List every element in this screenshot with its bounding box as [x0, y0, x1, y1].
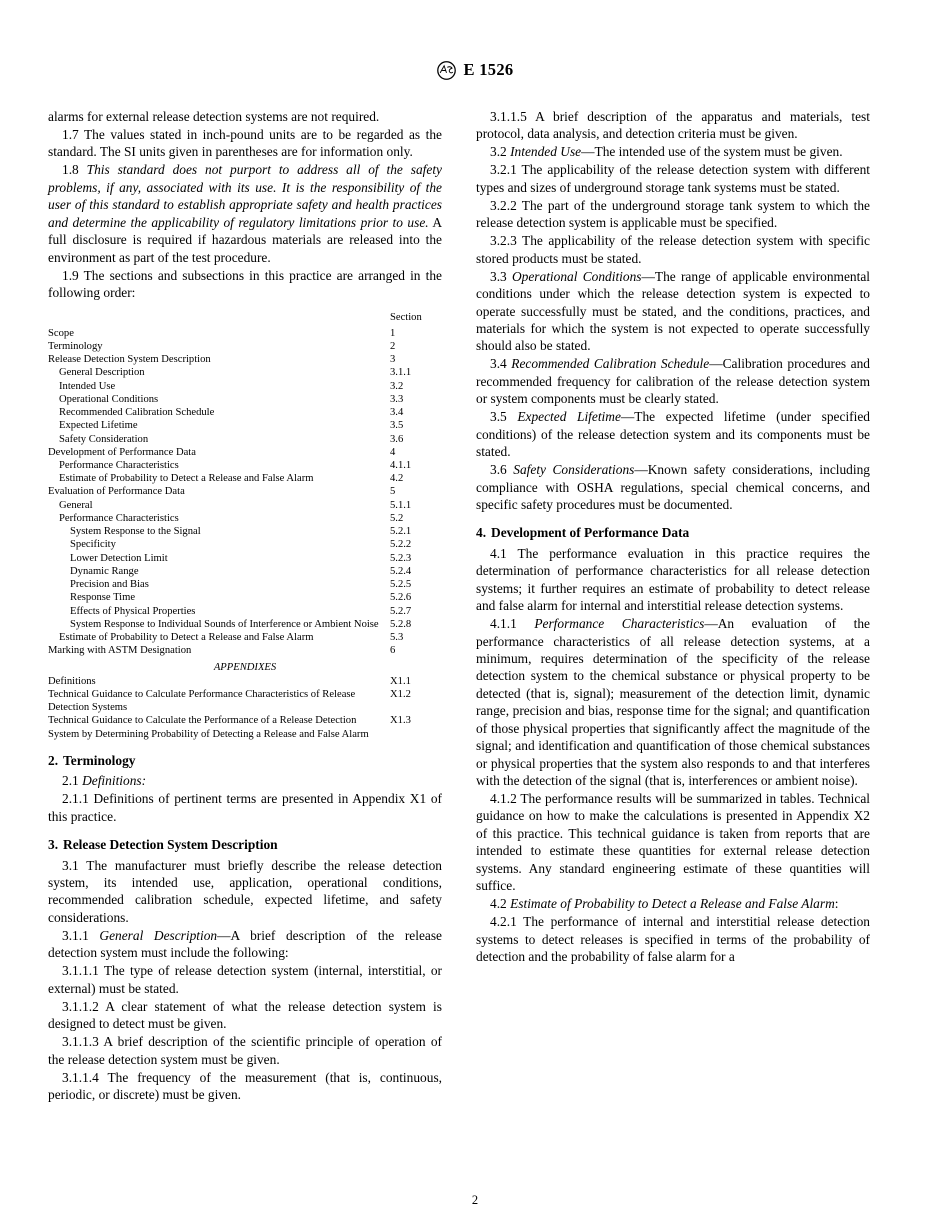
toc-item-number: 3.4 [390, 407, 404, 419]
toc-row [48, 714, 442, 740]
paragraph-2-1 [48, 772, 442, 789]
paragraph-3-3-rest: —The range of applicable environmental conditions under which the release detection system is expected to operate successfully must be stated, and the conditions, practices, and materials for which the system is not expected to operate successfully should also be stated. [476, 268, 870, 354]
toc-row [48, 512, 442, 525]
toc-item-number: 5.2.5 [390, 579, 412, 591]
paragraph-3-4 [476, 355, 870, 407]
paragraph-3-1-1-3: 3.1.1.3 A brief description of the scientific principle of operation of the release detection system must be given. [48, 1034, 442, 1067]
toc-item-number: X1.3 [390, 715, 411, 727]
toc-header-section: Section [390, 312, 422, 324]
section-4-title: Development of Performance Data [491, 525, 690, 541]
paragraph-4-1-1-rest: —An evaluation of the performance characteristics of all release detection systems, at a minimum, requires determination of the specificity of the release detection system to the chemical substance or physical property to be detected (that is, signal); measurement of the detection limit, dynamic range, precision and bias, response time for the signal; and quantification of those physical properties that significantly affect the magnitude of the signal; and identification and quantification of those chemical substances or physical properties that the system also responds to and that interferes with the detection of the signal (that is, interferences or ambient noise). [476, 616, 870, 788]
toc-row [48, 538, 442, 551]
toc-item-number: X1.2 [390, 688, 411, 700]
toc-item-label: General [59, 499, 93, 511]
toc-row [48, 353, 442, 366]
paragraph-1-8-rest: A full disclosure is required if hazardous materials are released into the environment as part of the test procedure. [48, 214, 443, 265]
paragraph-3-4-number: 3.4 [490, 356, 512, 372]
toc-row [48, 459, 442, 472]
toc-item-label: Effects of Physical Properties [70, 605, 196, 617]
toc-item-number: 6 [390, 645, 396, 657]
paragraph-continuation: alarms for external release detection systems are not required. [48, 109, 380, 124]
toc-row [48, 433, 442, 446]
toc-item-label: Estimate of Probability to Detect a Release and False Alarm [59, 473, 314, 485]
paragraph-2-1-number: 2.1 [62, 773, 83, 789]
toc-item-label: Specificity [70, 539, 116, 551]
toc-item-label: Technical Guidance to Calculate the Performance of a Release Detection System by Determining Probability of Detecting a Release and False Alarm [48, 715, 369, 740]
toc-row [48, 499, 442, 512]
toc-item-label: Estimate of Probability to Detect a Release and False Alarm [59, 632, 314, 644]
paragraph-3-2-1: 3.2.1 The applicability of the release detection system with different types and sizes of underground storage tank systems must be stated. [476, 162, 870, 195]
toc-header-blank [48, 311, 390, 326]
paragraph-4-2-1: 4.2.1 The performance of internal and interstitial release detection systems to detect releases is specified in terms of the probability of detection and the probability of false alarm for a [476, 914, 870, 964]
toc-item-number: 4.2 [390, 473, 404, 485]
toc-item-label: Precision and Bias [70, 579, 149, 591]
toc-row [48, 472, 442, 485]
toc-row [48, 644, 442, 657]
paragraph-4-2-number: 4.2 [490, 896, 511, 912]
toc-item-number: 5.2.7 [390, 605, 412, 617]
paragraph-1-8-italic: This standard does not purport to address all of the safety problems, if any, associated with its use. It is the responsibility of the user of this standard to establish appropriate safety and health practices and determine the applicability of regulatory limitations prior to use. [48, 162, 442, 230]
toc-item-label: Dynamic Range [70, 565, 139, 577]
toc-row [48, 393, 442, 406]
toc-item-number: 5.2.3 [390, 552, 412, 564]
toc-item-number: 3.5 [390, 420, 404, 432]
toc-item-number: 5.2.6 [390, 592, 412, 604]
page-number: 2 [471, 1193, 479, 1207]
toc-row [48, 419, 442, 432]
toc-item-label: Recommended Calibration Schedule [59, 407, 215, 419]
toc-item-number: 5.2 [390, 512, 404, 524]
paragraph-3-1-1-1: 3.1.1.1 The type of release detection system (internal, interstitial, or external) must be stated. [48, 963, 442, 996]
paragraph-3-3-italic: Operational Conditions [512, 268, 642, 284]
toc-appendixes-header: APPENDIXES [213, 661, 277, 673]
toc-item-number: 5.2.2 [390, 539, 412, 551]
paragraph-3-2-2: 3.2.2 The part of the underground storage tank system to which the release detection system is applicable must be specified. [476, 197, 870, 231]
toc-item-label: Evaluation of Performance Data [48, 486, 185, 498]
paragraph-2-1-italic: Definitions: [82, 773, 147, 789]
toc-item-number: 5.1.1 [390, 499, 412, 511]
paragraph-4-1-1-italic: Performance Characteristics [534, 616, 705, 632]
toc-item-label: Performance Characteristics [59, 512, 179, 524]
toc-item-number: 3.3 [390, 393, 404, 405]
paragraph-3-5-rest: —The expected lifetime (under specified conditions) of the release detection system and its components must be stated. [476, 409, 870, 460]
document-designation: E 1526 [463, 60, 514, 79]
paragraph-3-2-number: 3.2 [490, 144, 511, 160]
toc-item-label: Intended Use [59, 380, 116, 392]
toc-item-label: Operational Conditions [59, 393, 159, 405]
paragraph-3-6-italic: Safety Considerations [513, 462, 635, 478]
toc-item-label: General Description [59, 367, 145, 379]
paragraph-3-5 [476, 408, 870, 460]
page-header [48, 60, 902, 86]
paragraph-3-4-italic: Recommended Calibration Schedule [511, 356, 710, 372]
toc-item-label: Marking with ASTM Designation [48, 645, 192, 657]
toc-item-label: Definitions [48, 675, 96, 687]
paragraph-3-1: 3.1 The manufacturer must briefly describe the release detection system, its intended use, application, operational conditions, recommended calibration schedule, expected lifetime, and safety considerations. [48, 857, 442, 925]
toc-row [48, 380, 442, 393]
paragraph-3-1-1-rest: —A brief description of the release detection system must include the following: [48, 927, 442, 961]
toc-item-label: Development of Performance Data [48, 446, 196, 458]
paragraph-3-1-1-number: 3.1.1 [62, 927, 100, 943]
paragraph-3-2-3: 3.2.3 The applicability of the release detection system with specific stored products must be stated. [476, 233, 870, 266]
toc-row [48, 675, 442, 688]
toc-item-label: Safety Consideration [59, 433, 149, 445]
toc-item-number: 5 [390, 486, 396, 498]
toc-item-label: Terminology [48, 340, 103, 352]
toc-item-label: Performance Characteristics [59, 460, 179, 471]
toc-item-number: 3.2 [390, 380, 404, 392]
paragraph-1-8-number: 1.8 [62, 162, 87, 178]
paragraph-3-2-italic: Intended Use [510, 144, 582, 160]
toc-item-number: 2 [390, 340, 396, 352]
paragraph-4-2 [476, 895, 870, 912]
toc-row [48, 565, 442, 578]
paragraph-3-2 [476, 143, 870, 160]
toc-item-number: 3.6 [390, 433, 404, 445]
toc-item-number: 5.2.8 [390, 618, 412, 630]
toc-row [48, 446, 442, 459]
section-3-title: Release Detection System Description [63, 837, 278, 853]
section-heading-4 [476, 524, 870, 541]
astm-logo-icon [437, 61, 456, 80]
toc-row [48, 366, 442, 379]
section-2-number: 2. [48, 752, 59, 768]
paragraph-3-6-rest: —Known safety considerations, including compliance with OSHA regulations, special chemical concerns, and specific safety procedures must be documented. [476, 462, 870, 513]
toc-item-label: Expected Lifetime [59, 420, 138, 432]
toc-row [48, 552, 442, 565]
toc-item-number: 5.3 [390, 632, 404, 644]
paragraph-4-1-1-number: 4.1.1 [490, 616, 535, 632]
paragraph-3-4-rest: —Calibration procedures and recommended frequency for calibration of the release detection system or system components must be clearly stated. [476, 356, 870, 407]
paragraph-3-5-number: 3.5 [490, 409, 518, 425]
paragraph-4-1: 4.1 The performance evaluation in this practice requires the determination of performance characteristics for all release detection systems; it further requires an estimate of probability to detect release and false alarm for internal and interstitial release detection systems. [476, 545, 870, 614]
right-column [476, 108, 870, 966]
paragraph-1-8 [48, 161, 442, 266]
paragraph-2-1-1: 2.1.1 Definitions of pertinent terms are presented in Appendix X1 of this practice. [48, 791, 442, 824]
toc-row [48, 327, 442, 340]
toc-item-number: 1 [390, 327, 396, 339]
section-3-number: 3. [48, 837, 59, 853]
toc-item-number: 3.1.1 [390, 367, 412, 379]
toc-row [48, 631, 442, 644]
paragraph-3-5-italic: Expected Lifetime [517, 409, 621, 425]
toc-item-number: 5.2.4 [390, 565, 412, 577]
paragraph-3-1-1-2: 3.1.1.2 A clear statement of what the release detection system is designed to detect must be given. [48, 998, 442, 1032]
section-4-number: 4. [476, 525, 487, 541]
left-column [48, 108, 442, 1104]
paragraph-4-1-1 [476, 615, 870, 789]
toc-item-label: Release Detection System Description [48, 354, 211, 366]
toc-item-label: Response Time [70, 592, 136, 604]
toc-appendixes-header-row [48, 658, 442, 675]
toc-row [48, 605, 442, 618]
paragraph-3-3-number: 3.3 [490, 268, 512, 284]
table-of-contents [48, 311, 442, 741]
toc-item-label: Lower Detection Limit [70, 552, 168, 564]
toc-row [48, 578, 442, 591]
section-heading-3 [48, 836, 442, 853]
toc-header-row [48, 311, 442, 326]
toc-item-label: Technical Guidance to Calculate Performance Characteristics of Release Detection Systems [48, 688, 356, 714]
paragraph-4-2-italic: Estimate of Probability to Detect a Release and False Alarm [510, 896, 835, 912]
toc-row [48, 525, 442, 538]
paragraph-3-6 [476, 461, 870, 513]
toc-item-number: 4.1.1 [390, 460, 412, 471]
toc-item-number: 5.2.1 [390, 526, 412, 538]
paragraph-3-1-1-italic: General Description [99, 927, 218, 943]
toc-item-label: System Response to the Signal [70, 526, 201, 538]
toc-row [48, 485, 442, 498]
paragraph-4-1-2: 4.1.2 The performance results will be summarized in tables. Technical guidance on how to make the calculations is presented in Appendix X2 of this practice. This technical guidance is taken from reports that are intended to estimate these quantities for external release detection systems. Any standard engineering estimate of these quantities will suffice. [476, 790, 870, 894]
paragraph-3-2-rest: —The intended use of the system must be given. [581, 144, 843, 160]
paragraph-3-1-1 [48, 927, 442, 962]
toc-row [48, 340, 442, 353]
paragraph-3-1-1-4: 3.1.1.4 The frequency of the measurement (that is, continuous, periodic, or discrete) must be given. [48, 1069, 442, 1103]
toc-item-label: Scope [48, 327, 74, 339]
toc-item-number: X1.1 [390, 675, 411, 687]
paragraph-4-2-rest: : [834, 896, 839, 912]
toc-row [48, 406, 442, 419]
toc-row [48, 618, 442, 631]
toc-row [48, 688, 442, 714]
toc-item-number: 3 [390, 354, 396, 366]
paragraph-3-6-number: 3.6 [490, 462, 514, 478]
paragraph-1-9: 1.9 The sections and subsections in this practice are arranged in the following order: [48, 267, 442, 300]
section-heading-2 [48, 752, 442, 769]
toc-item-number: 4 [390, 446, 396, 458]
paragraph-3-3 [476, 268, 870, 355]
two-column-body [48, 108, 902, 1104]
toc-row [48, 591, 442, 604]
section-2-title: Terminology [63, 752, 136, 768]
toc-item-label: System Response to Individual Sounds of Interference or Ambient Noise [70, 618, 379, 630]
paragraph-3-1-1-5: 3.1.1.5 A brief description of the apparatus and materials, test protocol, data analysis, and detection criteria must be given. [476, 109, 870, 142]
paragraph-1-7: 1.7 The values stated in inch-pound units are to be regarded as the standard. The SI units given in parentheses are for information only. [48, 127, 442, 160]
